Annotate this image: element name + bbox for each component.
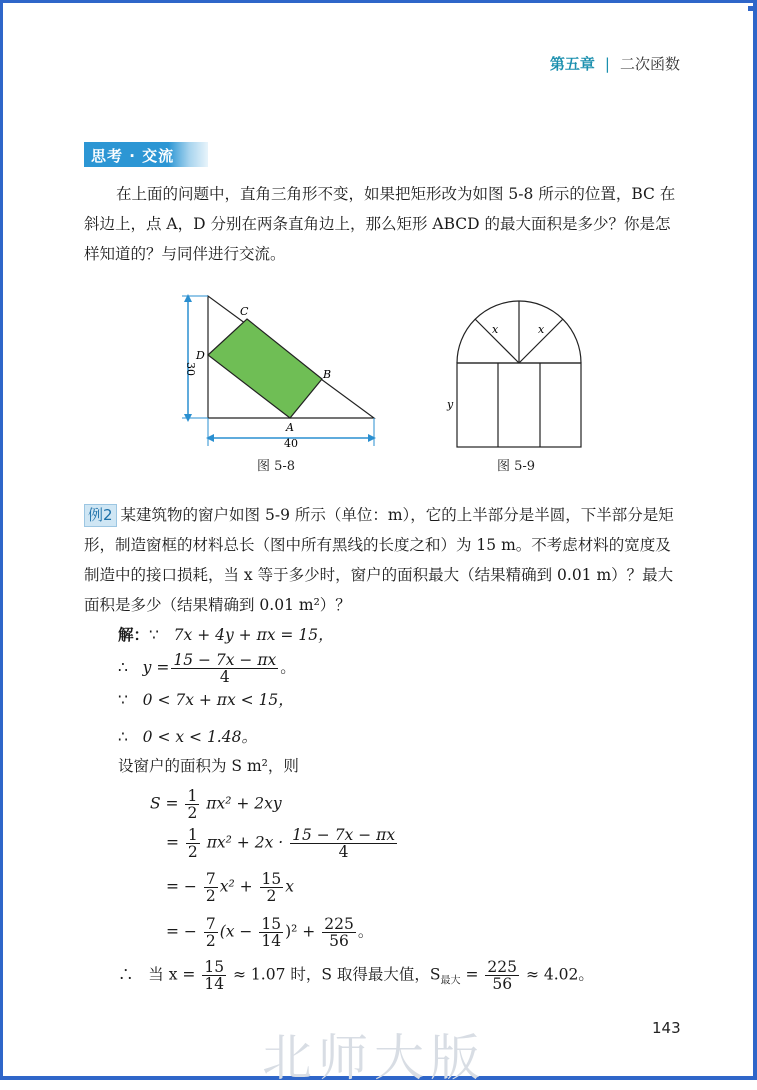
conclusion-fraction-2 — [485, 959, 519, 992]
area-line-1 — [150, 788, 282, 821]
page-number: 143 — [652, 1019, 681, 1037]
intro-paragraph: 在上面的问题中，直角三角形不变，如果把矩形改为如图 5-8 所示的位置，BC 在斜边上，点 A，D 分别在两条直角边上，那么矩形 ABCD 的最大面积是多少？你是怎样知道的？与同伴进行交流。 — [84, 185, 676, 263]
seven-half-den: 2 — [205, 887, 216, 905]
conclusion-d: ≈ 4.02。 — [525, 965, 594, 984]
therefore-symbol: ∴ — [118, 658, 128, 677]
therefore-symbol-2: ∴ — [118, 728, 128, 746]
half-num-2: 1 — [187, 826, 198, 844]
window-rectangle — [457, 363, 581, 447]
section-tag — [84, 142, 208, 167]
y-fraction — [171, 652, 278, 685]
fifteen-half-den: 2 — [266, 887, 277, 905]
area-line-2: = $\frac{1}{2}$ πx² + 2x · $\frac{15 - 7x - \pi x}{4}$ — [166, 826, 396, 861]
area-line-4: = − $\frac{7}{2}$ (x − $\frac{15}{14}$ )² + $\frac{225}{56}$ 。 — [166, 915, 374, 950]
figure-5-9-caption: 图 5-9 — [497, 459, 536, 474]
inequality-1: 0 < 7x + πx < 15， — [142, 691, 294, 709]
seven-half-fraction — [204, 871, 218, 904]
equation-1: 7x + 4y + πx = 15， — [173, 626, 334, 644]
label-A: A — [286, 421, 294, 434]
s-line4-a: (x − — [219, 922, 253, 941]
conclusion-c: = — [465, 965, 479, 984]
y-lhs: y = — [142, 658, 170, 677]
chapter-title: 二次函数 — [619, 55, 680, 73]
frame-corner — [748, 6, 754, 11]
solution-line-4 — [118, 725, 257, 747]
figure-5-9 — [445, 290, 595, 452]
label-B: B — [323, 368, 332, 381]
width-arrowhead-left — [206, 434, 214, 442]
y-fraction-2 — [290, 827, 397, 860]
seven-half-fraction-2 — [204, 916, 218, 949]
y-den-2: 4 — [338, 843, 349, 861]
header-divider: | — [604, 55, 610, 73]
s-line3-b: x — [285, 877, 295, 896]
c-den-1: 14 — [204, 975, 225, 993]
s-line4-b: )² + — [285, 922, 316, 941]
s-lhs: S = — [150, 794, 179, 813]
s-line3-a: x² + — [219, 877, 253, 896]
label-x-right: x — [538, 323, 545, 336]
inequality-2: 0 < x < 1.48。 — [142, 728, 257, 746]
conclusion-a: 当 x = — [148, 965, 196, 984]
because-symbol-2: ∵ — [118, 691, 128, 709]
solution-line-2 — [118, 652, 296, 685]
c-den-2: 56 — [492, 975, 513, 993]
seven-half-den-2: 2 — [205, 932, 216, 950]
label-40: 40 — [284, 437, 298, 450]
label-D: D — [196, 349, 205, 362]
height-arrowhead-top — [184, 294, 192, 302]
example-paragraph — [84, 500, 680, 620]
s-line2-mid: πx² + 2x · — [206, 833, 284, 852]
half-den-1: 2 — [187, 804, 198, 822]
half-fraction-1 — [185, 788, 199, 821]
area-line-3: = − $\frac{7}{2}$ x² + $\frac{15}{2}$ x — [166, 870, 295, 905]
s-line1-rest: πx² + 2xy — [206, 794, 282, 813]
y-end: 。 — [280, 658, 296, 677]
solution-label: 解： — [118, 626, 150, 644]
conclusion-line — [118, 959, 594, 992]
half-num-1: 1 — [187, 787, 198, 805]
fifteen-half-fraction — [260, 871, 284, 904]
s-line4-c: 。 — [357, 922, 374, 941]
seven-half-num-2: 7 — [205, 915, 216, 933]
green-rectangle — [208, 319, 322, 418]
y-numerator: 15 − 7x − πx — [173, 651, 277, 669]
label-30: 30 — [184, 362, 197, 376]
ff-num: 15 — [261, 915, 282, 933]
fifteen-fourteenth-fraction — [259, 916, 283, 949]
label-C: C — [240, 305, 249, 318]
c-num-1: 15 — [204, 958, 225, 976]
area-intro: 设窗户的面积为 S m²，则 — [118, 757, 299, 775]
conclusion-sub: 最大 — [440, 975, 461, 987]
f225-den: 56 — [329, 932, 349, 950]
y-num-2: 15 − 7x − πx — [292, 826, 396, 844]
half-den-2: 2 — [187, 843, 198, 861]
example-tag: 例2 — [84, 504, 117, 527]
conclusion-b: ≈ 1.07 时，S 取得最大值，S — [233, 965, 441, 984]
label-y: y — [447, 398, 454, 411]
section-tag-label: 思考 · 交流 — [91, 147, 175, 165]
solution-line-1 — [118, 623, 334, 645]
watermark: 北师大版 — [262, 1029, 486, 1087]
f225-56-fraction — [322, 916, 356, 949]
half-fraction-2 — [186, 827, 200, 860]
ff-den: 14 — [261, 932, 282, 950]
page-header — [550, 53, 680, 74]
width-arrowhead-right — [368, 434, 376, 442]
y-denominator: 4 — [219, 668, 230, 686]
therefore-symbol-3: ∴ — [118, 965, 134, 984]
solution-line-3 — [118, 688, 294, 710]
seven-half-num: 7 — [205, 870, 216, 888]
f225-num: 225 — [324, 915, 354, 933]
conclusion-fraction-1 — [202, 959, 226, 992]
c-num-2: 225 — [487, 958, 517, 976]
fifteen-half-num: 15 — [261, 870, 282, 888]
figure-5-8 — [180, 288, 385, 450]
chapter-label: 第五章 — [549, 55, 595, 73]
example-text: 某建筑物的窗户如图 5-9 所示（单位：m），它的上半部分是半圆，下半部分是矩形，制造窗框的材料总长（图中所有黑线的长度之和）为 15 m。不考虑材料的宽度及制造中的接口损耗，当 x 等于多少时，窗户的面积最大（结果精确到 0.01 m）？最大面积是多少（结果精确到 0.01 m²）？ — [84, 506, 674, 614]
because-symbol: ∵ — [149, 626, 159, 644]
figure-5-8-caption: 图 5-8 — [257, 459, 296, 474]
label-x-left: x — [492, 323, 499, 336]
